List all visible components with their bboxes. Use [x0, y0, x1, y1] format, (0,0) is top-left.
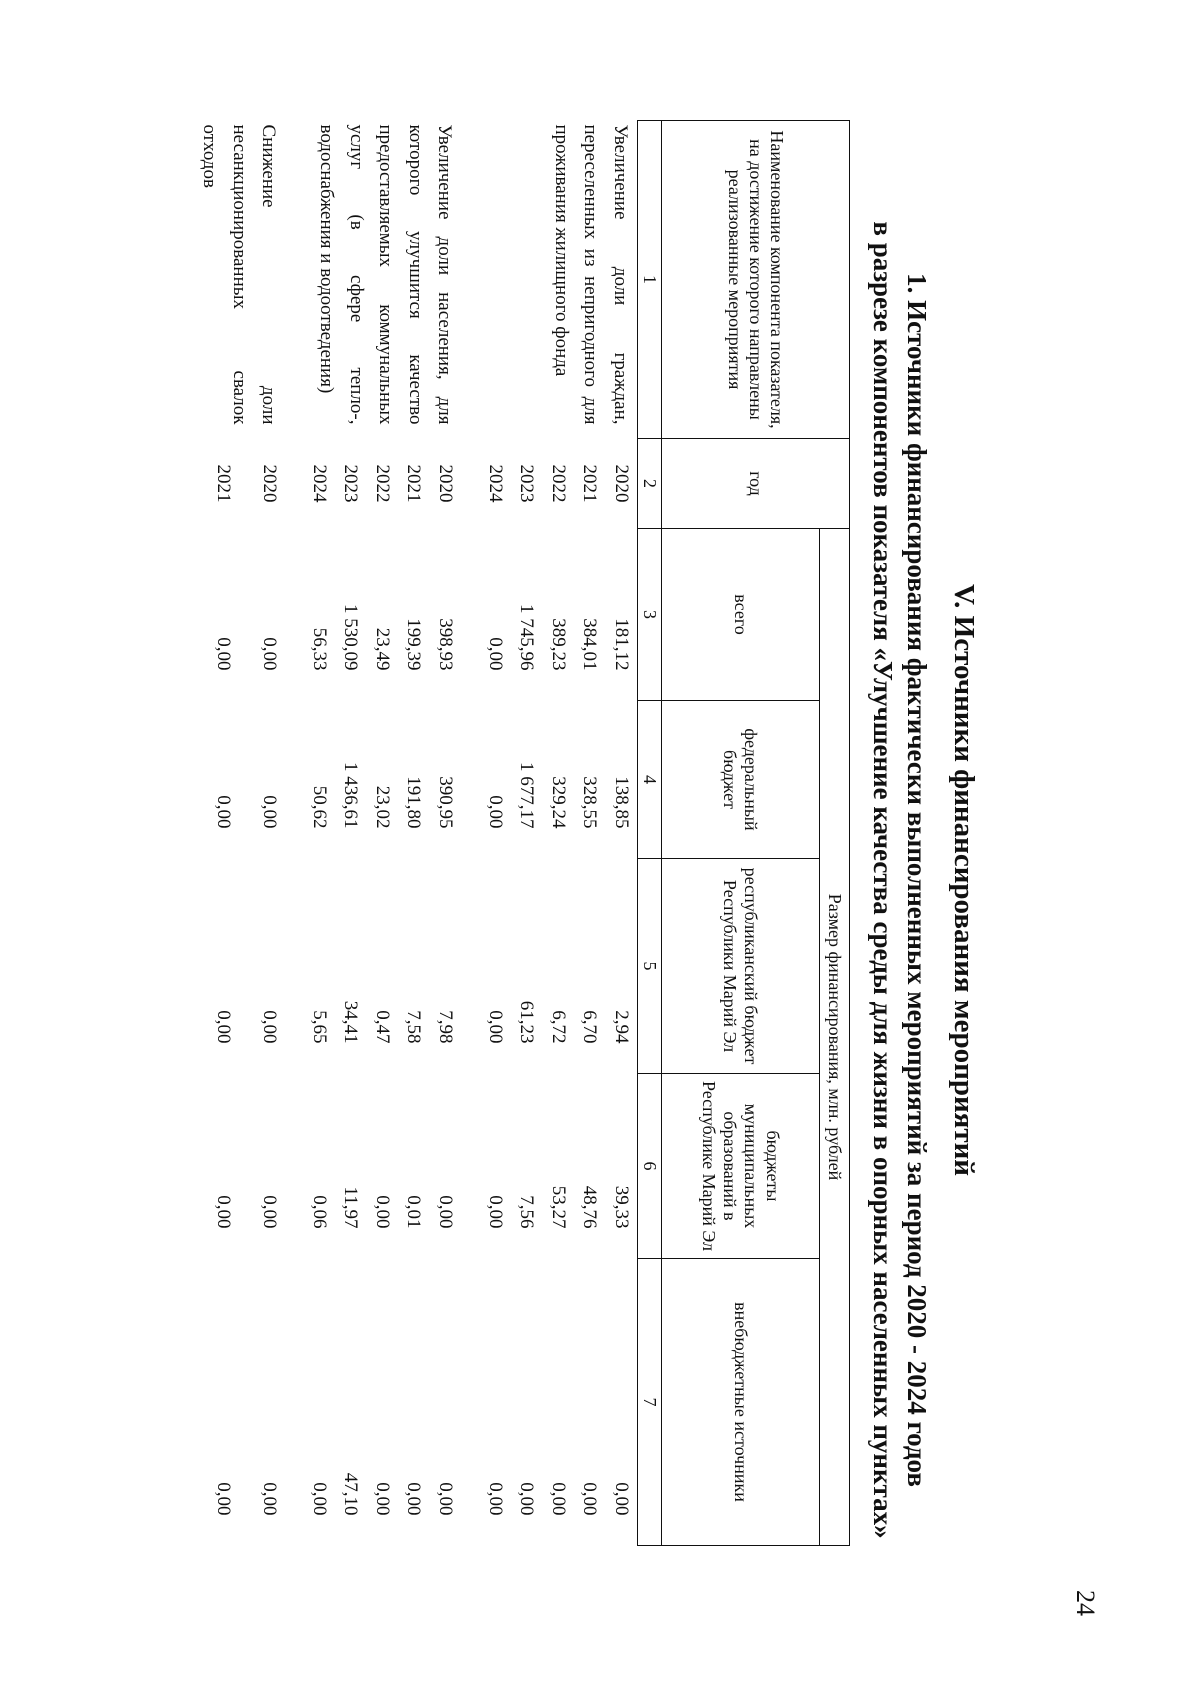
cell-year: 2020	[435, 464, 457, 503]
table-body	[193, 121, 637, 1546]
cell-republic: 0,00	[484, 1010, 506, 1044]
cell-year: 2020	[610, 464, 632, 503]
cell-year: 2024	[484, 464, 506, 503]
cell-total: 0,00	[213, 637, 235, 671]
cell-republic: 6,70	[579, 1010, 601, 1044]
cell-total: 0,00	[484, 637, 506, 671]
cell-republic: 0,00	[259, 1010, 281, 1044]
column-number: 1	[637, 121, 661, 439]
cell-total: 1 745,96	[516, 604, 538, 671]
table-row	[429, 121, 461, 1546]
cell-extrabudget: 0,00	[484, 1482, 506, 1516]
cell-extrabudget: 0,00	[547, 1482, 569, 1516]
cell-federal: 329,24	[547, 776, 569, 829]
component-name: Снижение доли несанкционированных свалок отходов	[199, 124, 280, 425]
cell-year: 2024	[308, 464, 330, 503]
cell-total: 23,49	[371, 627, 393, 671]
cell-federal: 50,62	[308, 785, 330, 829]
table-title-line-2: в разрезе компонентов показателя «Улучшение качества среды для жизни в опорных населенных пунктах»	[868, 221, 898, 1539]
cell-extrabudget: 0,00	[516, 1482, 538, 1516]
cell-total: 56,33	[308, 627, 330, 671]
rotated-page-content	[100, 80, 1100, 1680]
cell-year: 2021	[579, 464, 601, 503]
column-number: 6	[637, 1074, 661, 1259]
column-number: 4	[637, 701, 661, 859]
cell-total: 398,93	[435, 618, 457, 671]
cell-year: 2023	[516, 464, 538, 503]
cell-extrabudget: 0,00	[610, 1482, 632, 1516]
cell-extrabudget: 0,00	[308, 1482, 330, 1516]
cell-year: 2021	[213, 464, 235, 503]
cell-extrabudget: 47,10	[340, 1472, 362, 1516]
cell-total: 384,01	[579, 618, 601, 671]
header-municipal-budget: бюджеты муниципальных образований в Республике Марий Эл	[661, 1074, 819, 1259]
cell-municipal: 48,76	[579, 1185, 601, 1229]
column-numbers-row	[637, 121, 661, 1546]
header-extrabudget: внебюджетные источники	[661, 1259, 819, 1546]
cell-municipal: 0,00	[371, 1195, 393, 1229]
header-year: год	[661, 439, 849, 529]
header-total: всего	[661, 529, 819, 701]
cell-federal: 328,55	[579, 776, 601, 829]
table-row	[239, 121, 285, 1546]
cell-total: 1 530,09	[340, 604, 362, 671]
cell-total: 199,39	[403, 618, 425, 671]
cell-year: 2022	[371, 464, 393, 503]
section-title: V. Источники финансирования мероприятий	[948, 583, 980, 1177]
cell-year: 2023	[340, 464, 362, 503]
header-funding-group: Размер финансирования, млн. рублей	[819, 529, 849, 1546]
cell-municipal: 39,33	[610, 1185, 632, 1229]
cell-federal: 1 677,17	[516, 762, 538, 829]
cell-federal: 0,00	[259, 795, 281, 829]
funding-table	[193, 120, 850, 1546]
cell-total: 181,12	[610, 618, 632, 671]
cell-republic: 0,47	[371, 1010, 393, 1044]
cell-municipal: 0,01	[403, 1195, 425, 1229]
cell-municipal: 0,00	[259, 1195, 281, 1229]
page-number: 24	[1071, 1590, 1100, 1616]
cell-federal: 23,02	[371, 785, 393, 829]
header-republic-budget: республиканский бюджет Республики Марий Эл	[661, 859, 819, 1074]
header-federal-budget: федеральный бюджет	[661, 701, 819, 859]
component-name: Увеличение доли граждан, переселенных из непригодного для проживания жилищного фонда	[550, 124, 631, 425]
header-component-name: Наименование компонента показателя, на достижение которого направлены реализованные мероприятия	[661, 121, 849, 439]
cell-year: 2021	[403, 464, 425, 503]
cell-federal: 0,00	[484, 795, 506, 829]
cell-republic: 61,23	[516, 1000, 538, 1044]
cell-republic: 5,65	[308, 1010, 330, 1044]
cell-republic: 34,41	[340, 1000, 362, 1044]
cell-republic: 6,72	[547, 1010, 569, 1044]
cell-republic: 7,98	[435, 1010, 457, 1044]
table-row	[605, 121, 637, 1546]
cell-federal: 191,80	[403, 776, 425, 829]
cell-republic: 0,00	[213, 1010, 235, 1044]
cell-federal: 0,00	[213, 795, 235, 829]
cell-year: 2020	[259, 464, 281, 503]
cell-federal: 138,85	[610, 776, 632, 829]
column-number: 7	[637, 1259, 661, 1546]
cell-municipal: 11,97	[340, 1186, 362, 1229]
column-number: 2	[637, 439, 661, 529]
cell-municipal: 0,00	[484, 1195, 506, 1229]
cell-extrabudget: 0,00	[213, 1482, 235, 1516]
cell-federal: 1 436,61	[340, 762, 362, 829]
column-number: 3	[637, 529, 661, 701]
cell-year: 2022	[547, 464, 569, 503]
cell-total: 0,00	[259, 637, 281, 671]
cell-extrabudget: 0,00	[435, 1482, 457, 1516]
group-spacer	[285, 121, 303, 1546]
component-name: Увеличение доли населения, для которого улучшится качество предоставляемых коммунальных услуг (в сфере тепло-, водоснабжения и водоотведения)	[316, 124, 456, 425]
cell-municipal: 7,56	[516, 1195, 538, 1229]
cell-extrabudget: 0,00	[259, 1482, 281, 1516]
cell-municipal: 0,00	[435, 1195, 457, 1229]
cell-extrabudget: 0,00	[371, 1482, 393, 1516]
cell-extrabudget: 0,00	[579, 1482, 601, 1516]
cell-extrabudget: 0,00	[403, 1482, 425, 1516]
table-title-line-1: 1. Источники финансирования фактически выполненных мероприятий за период 2020 - 2024 годов	[902, 273, 932, 1487]
column-number: 5	[637, 859, 661, 1074]
cell-republic: 2,94	[610, 1010, 632, 1044]
cell-municipal: 0,00	[213, 1195, 235, 1229]
cell-municipal: 0,06	[308, 1195, 330, 1229]
cell-republic: 7,58	[403, 1010, 425, 1044]
cell-federal: 390,95	[435, 776, 457, 829]
group-spacer	[461, 121, 479, 1546]
cell-total: 389,23	[547, 618, 569, 671]
cell-municipal: 53,27	[547, 1185, 569, 1229]
